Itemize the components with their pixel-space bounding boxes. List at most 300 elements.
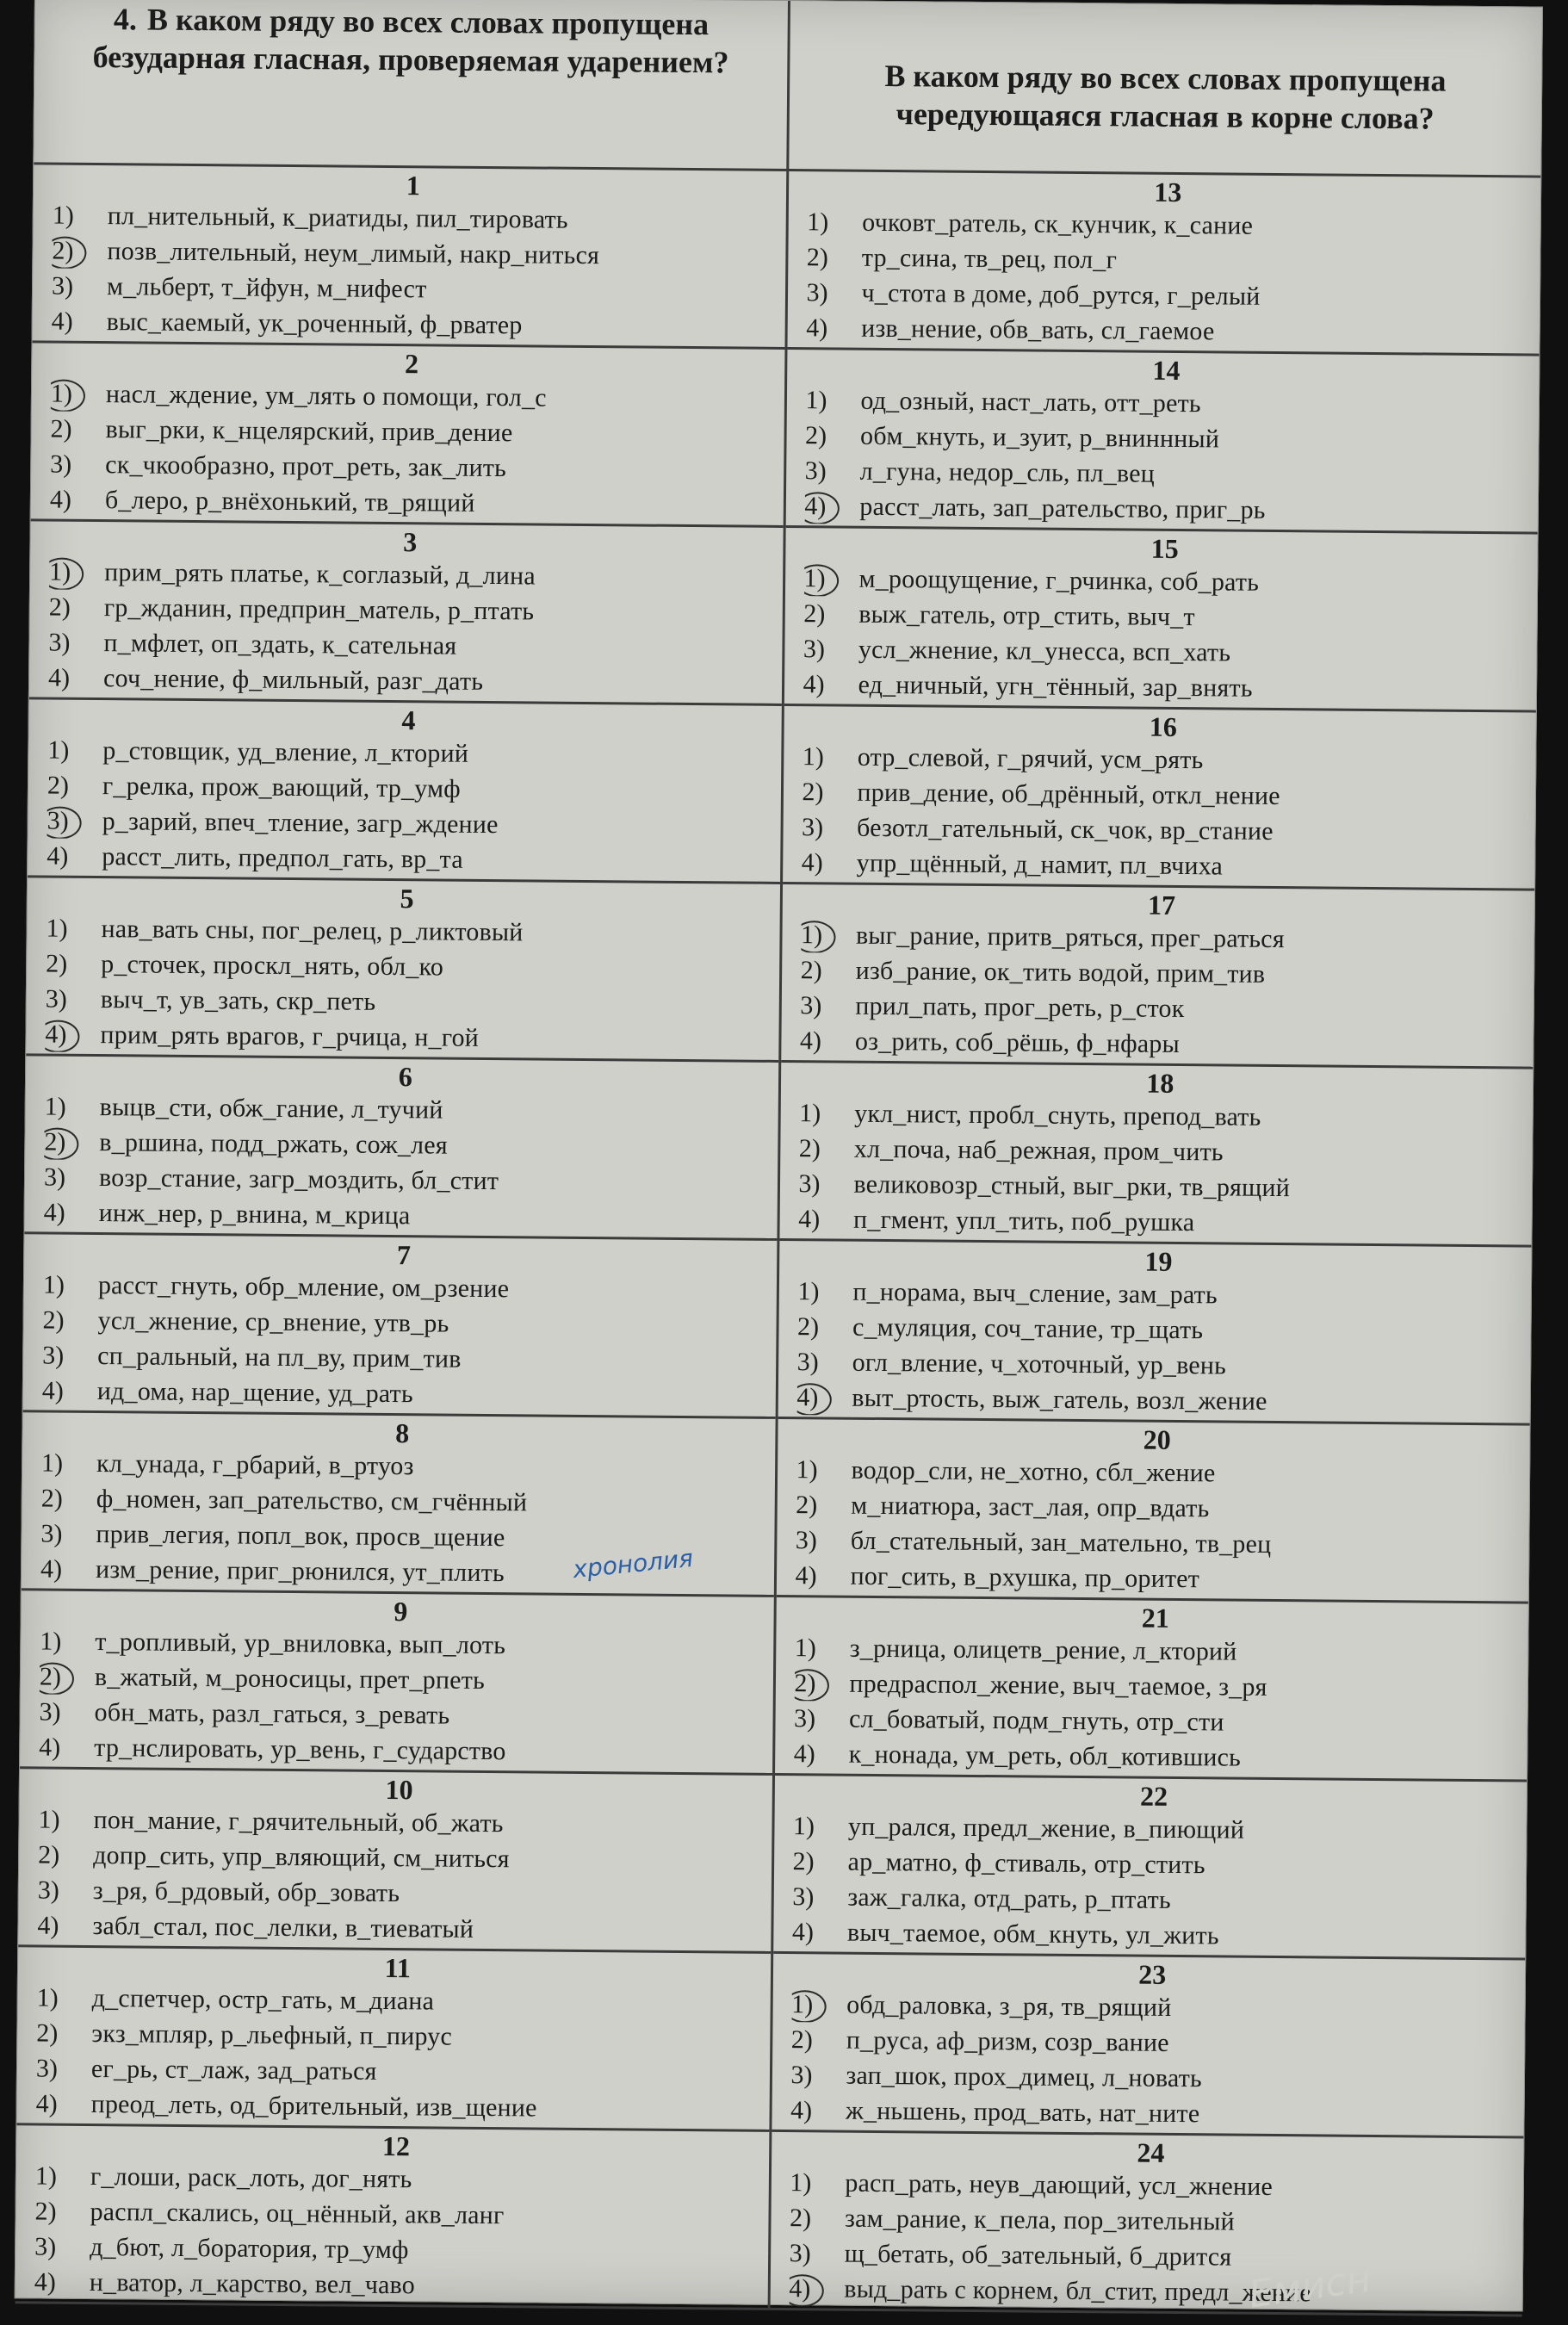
option-text: экз_мпляр, р_льефный, п_пирус bbox=[91, 2019, 453, 2051]
option-text: п_гмент, упл_тить, поб_рушка bbox=[853, 1205, 1195, 1237]
answer-option bbox=[804, 488, 1526, 530]
answer-option bbox=[794, 1665, 1515, 1707]
option-text: б_леро, р_внёхонький, тв_рящий bbox=[104, 486, 475, 518]
task-block bbox=[770, 2132, 1523, 2317]
answer-option bbox=[791, 2022, 1513, 2063]
answer-option bbox=[45, 1089, 766, 1131]
answer-option bbox=[48, 625, 770, 666]
task-block bbox=[778, 1241, 1531, 1426]
option-number: 1) bbox=[805, 386, 827, 415]
option-text: выч_т, ув_зать, скр_петь bbox=[100, 985, 376, 1016]
answer-option bbox=[45, 1017, 766, 1058]
option-text: бл_стательный, зан_мательно, тв_рец bbox=[850, 1526, 1272, 1559]
option-number-circled: 1) bbox=[51, 376, 106, 412]
answer-option bbox=[796, 1522, 1517, 1564]
option-number: 3) bbox=[50, 450, 72, 479]
option-text: р_сточек, проскл_нять, обл_ко bbox=[101, 950, 444, 982]
option-text: ск_чкообразно, прот_реть, зак_лить bbox=[105, 450, 507, 483]
option-text: выг_рки, к_нцелярский, прив_дение bbox=[105, 415, 513, 448]
option-text: пл_нительный, к_риатиды, пил_тировать bbox=[107, 202, 568, 234]
option-text: оз_рить, соб_рёшь, ф_нфары bbox=[854, 1026, 1181, 1059]
answer-option bbox=[53, 198, 774, 239]
answer-option bbox=[806, 275, 1528, 316]
option-number: 4) bbox=[39, 1733, 61, 1762]
option-number: 4) bbox=[798, 1205, 821, 1234]
option-number: 1) bbox=[40, 1627, 62, 1656]
left-column-header bbox=[34, 0, 790, 169]
option-text: допр_сить, упр_вляющий, см_ниться bbox=[93, 1841, 510, 1874]
answer-option bbox=[46, 803, 768, 845]
option-text: изм_рение, приг_рюнился, ут_плить bbox=[95, 1555, 505, 1588]
option-number: 2) bbox=[798, 1134, 821, 1163]
answer-option bbox=[42, 1302, 764, 1343]
option-number-circled: 1) bbox=[801, 917, 856, 953]
option-text: расст_гнуть, обр_мление, ом_рзение bbox=[97, 1271, 510, 1304]
answer-option bbox=[800, 988, 1522, 1029]
option-text: расп_рать, неув_дающий, усл_жнение bbox=[845, 2168, 1274, 2202]
option-number-circled: 4) bbox=[796, 1380, 852, 1416]
handwritten-corner-note: Емисн bbox=[1246, 2256, 1374, 2317]
option-number-circled: 2) bbox=[52, 233, 107, 270]
answer-option bbox=[52, 304, 773, 345]
answer-option bbox=[798, 1201, 1520, 1243]
answer-option bbox=[39, 1729, 760, 1770]
option-number: 2) bbox=[802, 778, 824, 807]
task-number: 23 bbox=[1138, 1958, 1167, 1990]
option-number: 4) bbox=[41, 1376, 65, 1405]
option-text: выт_ртость, выж_гатель, возл_жение bbox=[852, 1383, 1267, 1416]
option-number: 3) bbox=[806, 278, 828, 307]
option-text: усл_жнение, кл_унесса, всп_хать bbox=[858, 635, 1231, 667]
option-number-circled: 3) bbox=[46, 803, 102, 840]
option-text: соч_нение, ф_мильный, разг_дать bbox=[102, 664, 484, 696]
answer-option bbox=[46, 911, 767, 952]
task-number: 2 bbox=[404, 348, 419, 380]
task-block bbox=[28, 699, 781, 884]
answer-option bbox=[40, 1658, 761, 1700]
option-text: м_льберт, т_йфун, м_нифест bbox=[106, 272, 427, 304]
task-block bbox=[16, 1947, 770, 2132]
answer-option bbox=[794, 1736, 1515, 1777]
task-block bbox=[775, 1597, 1528, 1782]
option-text: ег_рь, ст_лаж, зад_раться bbox=[90, 2055, 377, 2086]
task-number: 21 bbox=[1141, 1602, 1170, 1634]
option-number: 1) bbox=[46, 914, 68, 943]
answer-option bbox=[797, 1344, 1519, 1386]
option-text: зам_рание, к_пела, пор_зительный bbox=[844, 2204, 1235, 2236]
option-number: 3) bbox=[792, 1882, 815, 1912]
option-number: 3) bbox=[795, 1526, 818, 1555]
answer-option bbox=[34, 2264, 756, 2305]
option-text: очковт_ратель, ск_кунчик, к_сание bbox=[862, 208, 1254, 240]
task-number: 7 bbox=[396, 1239, 412, 1271]
answer-option bbox=[803, 739, 1524, 780]
option-number-circled: 4) bbox=[789, 2271, 844, 2307]
answer-option bbox=[46, 982, 767, 1023]
option-number: 4) bbox=[35, 2089, 58, 2118]
task-number: 14 bbox=[1152, 354, 1181, 386]
option-text: п_руса, аф_ризм, созр_вание bbox=[846, 2025, 1169, 2057]
option-number: 2) bbox=[806, 243, 829, 272]
option-text: возр_стание, загр_моздить, бл_стит bbox=[98, 1163, 499, 1196]
option-number: 2) bbox=[38, 1840, 60, 1869]
option-number: 3) bbox=[42, 1341, 65, 1370]
answer-option bbox=[795, 1630, 1516, 1671]
option-text: нав_вать сны, пог_релец, р_ликтовый bbox=[101, 914, 524, 947]
option-text: забл_стал, пос_лелки, в_тиеватый bbox=[92, 1912, 474, 1944]
option-text: великовозр_стный, выг_рки, тв_рящий bbox=[853, 1169, 1291, 1203]
option-text: п_мфлет, оп_здать, к_сательная bbox=[103, 629, 457, 660]
answer-option bbox=[791, 1987, 1513, 2028]
option-number: 4) bbox=[803, 670, 825, 699]
task-block bbox=[781, 884, 1534, 1070]
answer-option bbox=[796, 1487, 1517, 1528]
answer-option bbox=[48, 660, 770, 702]
option-number-circled: 1) bbox=[791, 1987, 846, 2023]
option-number-circled: 2) bbox=[44, 1125, 99, 1161]
option-number-circled: 1) bbox=[49, 555, 104, 591]
task-block bbox=[787, 171, 1540, 356]
option-number: 1) bbox=[792, 1812, 815, 1841]
answer-option bbox=[802, 845, 1523, 886]
option-number: 4) bbox=[791, 1918, 815, 1947]
answer-option bbox=[792, 1914, 1514, 1956]
answer-option bbox=[797, 1309, 1519, 1350]
option-number-circled: 2) bbox=[794, 1665, 849, 1702]
answer-option bbox=[37, 1980, 759, 2021]
option-number: 3) bbox=[40, 1519, 63, 1548]
option-number: 2) bbox=[46, 771, 70, 800]
answer-option bbox=[802, 809, 1523, 851]
answer-option bbox=[802, 774, 1523, 815]
task-number: 11 bbox=[384, 1951, 412, 1984]
option-text: усл_жнение, ср_внение, утв_рь bbox=[97, 1306, 449, 1338]
answer-option bbox=[34, 2193, 756, 2235]
option-text: л_гуна, недор_сль, пл_вец bbox=[859, 456, 1156, 488]
task-number: 10 bbox=[385, 1773, 413, 1806]
answer-option bbox=[44, 1195, 765, 1237]
answer-option bbox=[37, 1907, 759, 1949]
left-header-line1 bbox=[44, 0, 779, 44]
option-number: 3) bbox=[800, 991, 822, 1020]
option-text: щ_бетать, об_зательный, б_дрится bbox=[844, 2239, 1232, 2272]
option-text: д_бют, л_боратория, тр_умф bbox=[90, 2233, 409, 2265]
option-text: м_роощущение, г_рчинка, соб_рать bbox=[858, 564, 1260, 597]
option-number: 1) bbox=[790, 2168, 812, 2198]
task-number: 9 bbox=[394, 1596, 408, 1628]
option-text: ед_ничный, угн_тённый, зар_внять bbox=[858, 670, 1253, 703]
option-text: к_нонада, ум_реть, обл_котившись bbox=[848, 1739, 1242, 1772]
task-block bbox=[20, 1590, 773, 1776]
option-number: 3) bbox=[801, 813, 824, 842]
option-text: позв_лительный, неум_лимый, накр_ниться bbox=[107, 237, 600, 270]
option-number: 3) bbox=[804, 456, 827, 486]
option-text: обд_раловка, з_ря, тв_рящий bbox=[846, 1990, 1172, 2022]
answer-option bbox=[34, 2229, 756, 2270]
answer-option bbox=[50, 482, 772, 524]
option-text: з_рница, олицетв_рение, л_кторий bbox=[849, 1634, 1237, 1666]
option-text: распл_скались, оц_нённый, акв_ланг bbox=[90, 2198, 505, 2230]
option-text: п_норама, выч_сление, зам_рать bbox=[852, 1277, 1218, 1310]
answer-option bbox=[793, 1808, 1515, 1850]
option-number: 4) bbox=[795, 1561, 817, 1590]
answer-option bbox=[792, 1879, 1514, 1920]
option-number: 3) bbox=[793, 1704, 816, 1733]
answer-option bbox=[51, 376, 772, 418]
option-text: сп_ральный, на пл_ву, прим_тив bbox=[97, 1342, 462, 1373]
option-text: кл_унада, г_рбарий, в_ртуоз bbox=[96, 1449, 414, 1481]
task-block bbox=[784, 528, 1537, 713]
option-number: 3) bbox=[35, 2054, 59, 2083]
answer-option bbox=[36, 2015, 758, 2056]
answer-option bbox=[42, 1373, 764, 1414]
task-number: 6 bbox=[398, 1061, 412, 1093]
option-number: 3) bbox=[34, 2232, 57, 2261]
option-number-circled: 4) bbox=[804, 488, 859, 524]
option-number: 2) bbox=[789, 2204, 812, 2233]
option-text: выд_рать с корнем, бл_стит, предл_жение bbox=[844, 2274, 1311, 2308]
option-number: 4) bbox=[43, 1198, 65, 1227]
option-number: 3) bbox=[51, 271, 74, 301]
option-number: 1) bbox=[34, 2161, 58, 2191]
task-block bbox=[31, 343, 784, 528]
task-number: 22 bbox=[1139, 1780, 1168, 1812]
option-text: отр_слевой, г_рячий, усм_рять bbox=[857, 742, 1204, 775]
option-number: 2) bbox=[42, 1305, 65, 1335]
option-number: 4) bbox=[40, 1554, 63, 1584]
option-number: 3) bbox=[789, 2239, 811, 2268]
answer-option bbox=[47, 768, 769, 809]
right-header-title-line1: В каком ряду во всех словах пропущена bbox=[884, 58, 1447, 98]
option-text: пон_мание, г_рячительный, об_жать bbox=[93, 1806, 504, 1838]
answer-option bbox=[46, 839, 768, 880]
option-number: 4) bbox=[806, 313, 828, 343]
option-text: насл_ждение, ум_лять о помощи, гол_с bbox=[105, 380, 547, 412]
task-number: 17 bbox=[1147, 889, 1176, 921]
answer-option bbox=[807, 239, 1528, 281]
option-number: 4) bbox=[37, 1911, 59, 1940]
option-number: 3) bbox=[39, 1697, 61, 1727]
answer-option bbox=[49, 555, 771, 596]
answer-option bbox=[792, 1844, 1514, 1885]
option-number: 1) bbox=[40, 1448, 64, 1478]
task-block bbox=[776, 1419, 1529, 1604]
handwritten-note: хронолия bbox=[571, 1543, 695, 1584]
option-text: м_ниатюра, заст_лая, опр_вдать bbox=[851, 1491, 1210, 1523]
option-number: 1) bbox=[794, 1634, 816, 1663]
option-text: од_озный, наст_лать, отт_реть bbox=[860, 386, 1201, 418]
task-block bbox=[18, 1769, 772, 1954]
option-number-circled: 2) bbox=[40, 1658, 95, 1695]
option-text: заж_галка, отд_рать, р_птать bbox=[847, 1882, 1171, 1914]
answer-option bbox=[789, 2271, 1510, 2312]
answer-option bbox=[796, 1452, 1517, 1493]
option-text: з_ря, б_рдовый, обр_зовать bbox=[92, 1876, 400, 1908]
answer-option bbox=[798, 1166, 1520, 1207]
answer-option bbox=[790, 2057, 1512, 2099]
answer-option bbox=[803, 666, 1524, 708]
answer-option bbox=[41, 1480, 763, 1522]
option-text: пог_сить, в_рхушка, пр_оритет bbox=[850, 1561, 1200, 1594]
answer-option bbox=[43, 1268, 765, 1309]
option-text: ф_номен, зап_рательство, см_гчённый bbox=[96, 1485, 528, 1517]
answer-option bbox=[44, 1125, 765, 1166]
answer-option bbox=[799, 1131, 1521, 1172]
answer-option bbox=[790, 2200, 1511, 2241]
answer-option bbox=[801, 917, 1522, 958]
option-number: 2) bbox=[34, 2197, 57, 2226]
answer-option bbox=[35, 2086, 757, 2127]
task-number: 4 bbox=[401, 704, 416, 736]
answer-option bbox=[38, 1837, 759, 1878]
option-text: н_ватор, л_карство, вел_чаво bbox=[89, 2268, 416, 2300]
task-block bbox=[32, 164, 785, 350]
option-number: 2) bbox=[796, 1312, 820, 1342]
option-text: выцв_сти, обж_гание, л_тучий bbox=[99, 1093, 443, 1125]
option-number: 2) bbox=[803, 599, 826, 629]
answer-option bbox=[805, 382, 1527, 424]
option-number: 4) bbox=[801, 848, 823, 877]
option-text: расст_лать, зап_рательство, приг_рь bbox=[859, 492, 1266, 524]
option-number: 3) bbox=[43, 1162, 66, 1192]
answer-option bbox=[41, 1445, 763, 1486]
option-text: р_стовщик, уд_вление, л_кторий bbox=[102, 736, 469, 768]
answer-option bbox=[39, 1694, 760, 1735]
option-text: г_лоши, раск_лоть, дог_нять bbox=[90, 2162, 412, 2194]
task-block bbox=[773, 1776, 1527, 1961]
task-block bbox=[779, 1063, 1533, 1248]
answer-option bbox=[35, 2158, 757, 2199]
answer-option bbox=[44, 1160, 765, 1201]
task-block bbox=[26, 877, 779, 1063]
task-number: 1 bbox=[406, 170, 421, 202]
option-text: ар_матно, ф_стиваль, отр_стить bbox=[847, 1847, 1205, 1880]
option-text: инж_нер, р_внина, м_крица bbox=[98, 1199, 411, 1231]
answer-option bbox=[803, 631, 1525, 673]
option-text: прим_рять платье, к_соглазый, д_лина bbox=[104, 558, 536, 591]
answer-option bbox=[50, 412, 772, 453]
answer-option bbox=[36, 2050, 758, 2092]
answer-option bbox=[796, 1380, 1518, 1421]
option-text: прив_дение, об_дрённый, откл_нение bbox=[857, 778, 1280, 811]
option-text: тр_нслировать, ур_вень, г_сударство bbox=[94, 1733, 506, 1766]
task-number: 18 bbox=[1146, 1067, 1174, 1099]
left-tasks-column bbox=[15, 164, 789, 2310]
task-number: 20 bbox=[1143, 1423, 1171, 1455]
answer-option bbox=[790, 2165, 1511, 2206]
option-number: 4) bbox=[790, 2096, 813, 2125]
option-number: 2) bbox=[800, 956, 822, 985]
task-number: 16 bbox=[1149, 710, 1178, 742]
option-number: 3) bbox=[790, 2061, 813, 2090]
answer-option bbox=[50, 447, 772, 488]
option-text: предраспол_жение, выч_таемое, з_ря bbox=[849, 1669, 1267, 1702]
option-number: 3) bbox=[45, 984, 67, 1014]
option-number: 1) bbox=[44, 1092, 66, 1121]
option-text: огл_вление, ч_хоточный, ур_вень bbox=[852, 1348, 1227, 1380]
task-block bbox=[23, 1234, 777, 1419]
option-number: 1) bbox=[797, 1277, 820, 1306]
task-number: 3 bbox=[403, 526, 418, 558]
option-number: 1) bbox=[47, 735, 70, 765]
left-header-title-line1: В каком ряду во всех словах пропущена bbox=[146, 2, 710, 42]
option-number: 2) bbox=[50, 414, 72, 443]
option-number: 2) bbox=[40, 1484, 63, 1513]
option-number: 3) bbox=[48, 628, 71, 657]
answer-option bbox=[799, 1095, 1521, 1137]
option-number: 1) bbox=[52, 201, 74, 230]
option-text: прим_рять врагов, г_рчица, н_гой bbox=[100, 1020, 480, 1052]
option-text: изб_рание, ок_тить водой, прим_тив bbox=[855, 956, 1266, 989]
option-text: гр_жданин, предприн_матель, р_птать bbox=[103, 593, 535, 626]
tasks-grid bbox=[15, 164, 1541, 2316]
task-number: 12 bbox=[381, 2130, 411, 2162]
option-number: 1) bbox=[42, 1270, 65, 1299]
right-header-title-line2: чередующаяся гласная в корне слова? bbox=[896, 96, 1435, 136]
option-text: д_спетчер, остр_гать, м_диана bbox=[91, 1984, 435, 2016]
option-text: хл_поча, наб_режная, пром_чить bbox=[853, 1134, 1224, 1167]
option-number: 2) bbox=[792, 1847, 815, 1876]
option-text: в_ршина, подд_ржать, сож_лея bbox=[99, 1128, 448, 1160]
task-block bbox=[783, 706, 1536, 891]
task-number: 15 bbox=[1150, 532, 1179, 564]
option-number: 1) bbox=[799, 1099, 821, 1128]
option-text: упр_щённый, д_намит, пл_вчиха bbox=[856, 848, 1224, 881]
option-number: 2) bbox=[48, 592, 71, 622]
option-text: расст_лить, предпол_гать, вр_та bbox=[102, 842, 463, 874]
option-number: 3) bbox=[796, 1348, 819, 1377]
option-number: 1) bbox=[36, 1983, 59, 2012]
answer-option bbox=[42, 1337, 764, 1379]
option-number: 4) bbox=[47, 663, 71, 692]
option-text: обн_мать, разл_гаться, з_ревать bbox=[94, 1698, 450, 1730]
task-number: 8 bbox=[395, 1417, 410, 1449]
option-text: водор_сли, не_хотно, сбл_жение bbox=[851, 1455, 1216, 1488]
answer-option bbox=[52, 269, 773, 310]
option-number: 3) bbox=[37, 1876, 59, 1905]
option-number: 2) bbox=[790, 2025, 813, 2055]
option-text: в_жатый, м_роносицы, прет_рпеть bbox=[94, 1663, 486, 1695]
right-column-header bbox=[789, 1, 1542, 176]
option-text: выч_таемое, обм_кнуть, ул_жить bbox=[846, 1918, 1219, 1950]
option-text: с_муляция, соч_тание, тр_щать bbox=[852, 1312, 1204, 1345]
task-number: 13 bbox=[1154, 176, 1182, 208]
task-number: 19 bbox=[1144, 1245, 1173, 1277]
answer-option bbox=[807, 204, 1528, 245]
option-number: 4) bbox=[34, 2267, 56, 2297]
answer-option bbox=[795, 1558, 1516, 1599]
option-text: г_релка, прож_вающий, тр_умф bbox=[102, 772, 462, 803]
task-block bbox=[24, 1056, 778, 1241]
option-number-circled: 4) bbox=[45, 1017, 100, 1053]
answer-option bbox=[805, 418, 1527, 459]
option-text: преод_леть, од_брительный, изв_щение bbox=[90, 2090, 537, 2123]
answer-option bbox=[800, 952, 1522, 994]
answer-option bbox=[806, 310, 1528, 351]
option-number: 1) bbox=[802, 742, 824, 772]
answer-option bbox=[790, 2092, 1512, 2134]
answer-option bbox=[38, 1872, 759, 1913]
option-text: ч_стота в доме, доб_рутся, г_релый bbox=[861, 278, 1261, 311]
answer-option bbox=[800, 1023, 1522, 1064]
answer-option bbox=[794, 1701, 1515, 1742]
option-number-circled: 1) bbox=[803, 561, 858, 597]
task-number: 24 bbox=[1137, 2136, 1165, 2168]
answer-option bbox=[805, 453, 1527, 494]
answer-option bbox=[38, 1801, 759, 1843]
task-block bbox=[29, 521, 783, 706]
option-number: 4) bbox=[46, 841, 69, 871]
